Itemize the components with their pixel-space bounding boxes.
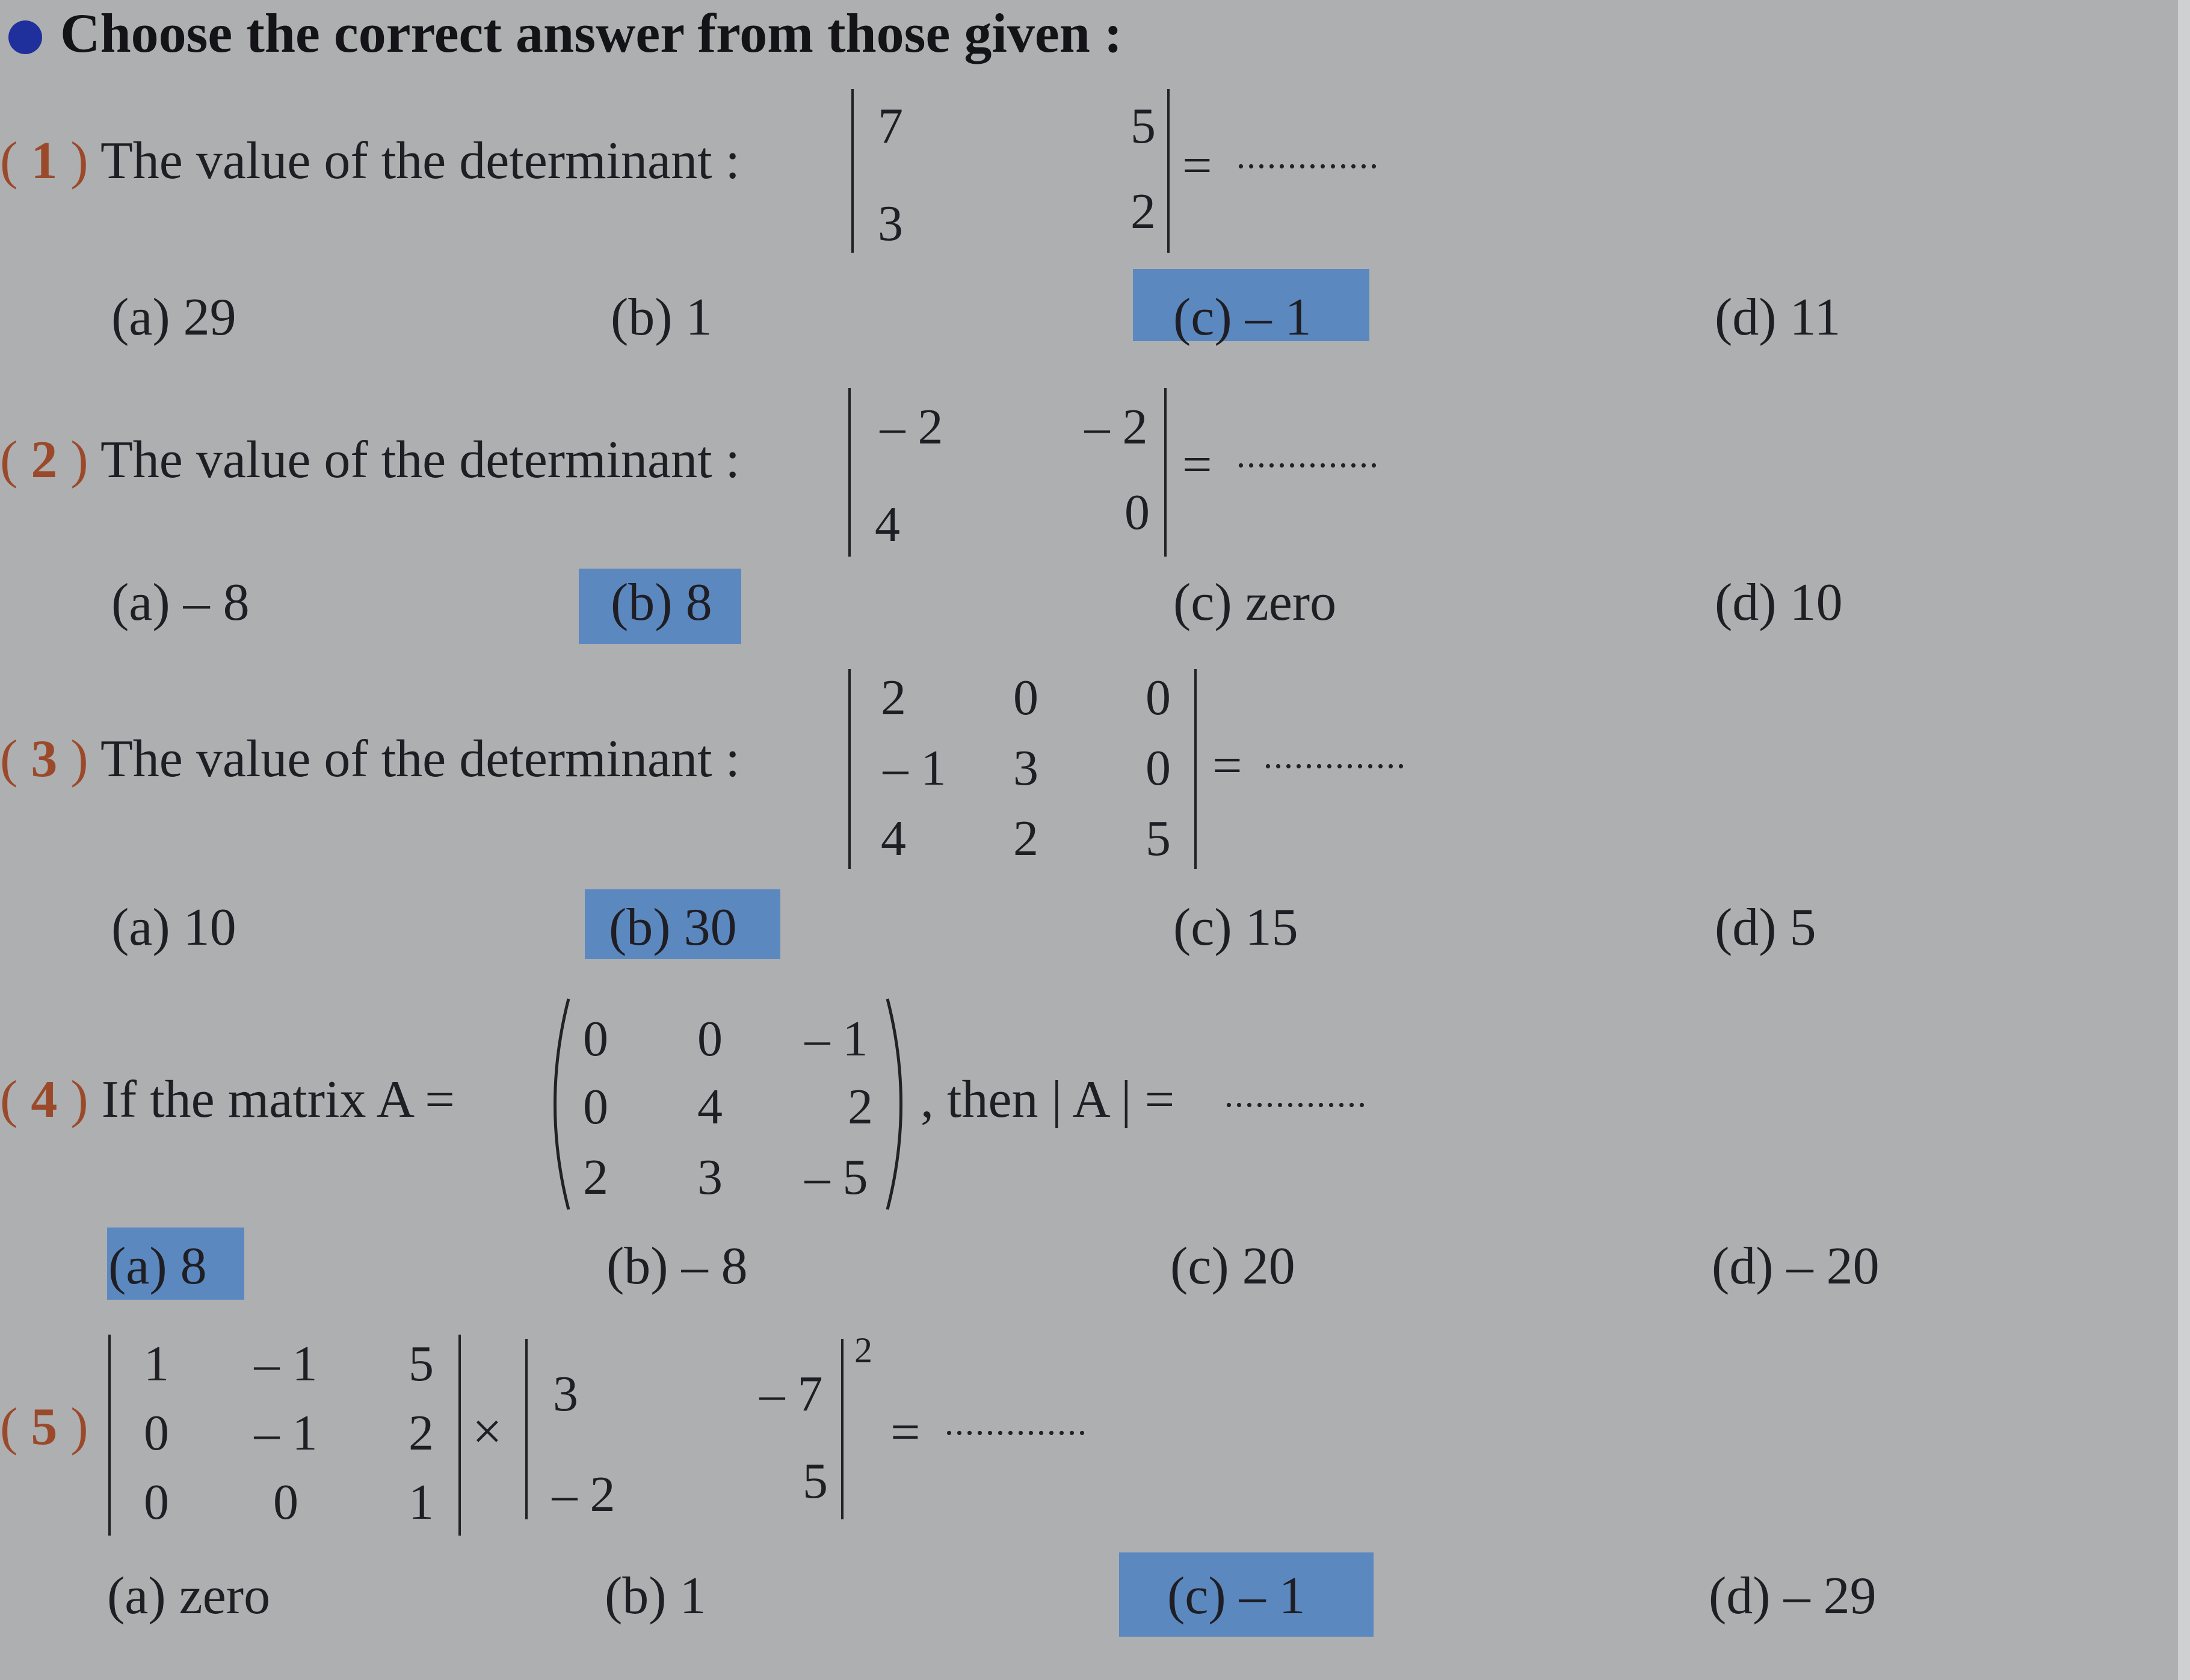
matrix-cell: 5: [409, 1336, 434, 1392]
matrix-cell: 4: [697, 1079, 723, 1135]
matrix-cell: 0: [144, 1405, 169, 1461]
matrix-cell: 3: [1013, 740, 1038, 796]
bullet-icon: [8, 20, 42, 54]
question-text: The value of the determinant :: [100, 730, 740, 788]
determinant-bar-left: [108, 1335, 111, 1536]
determinant-bar-left: [525, 1339, 528, 1519]
option-b[interactable]: (b) 1: [611, 288, 712, 347]
matrix-cell: 1: [409, 1474, 434, 1530]
option-b[interactable]: (b) 1: [605, 1567, 706, 1625]
matrix-cell: 0: [144, 1474, 169, 1530]
matrix-cell: 0: [1013, 670, 1038, 726]
option-a[interactable]: (a) zero: [107, 1567, 271, 1625]
question-number: ( 2 ): [0, 431, 88, 489]
question-text: If the matrix A =: [101, 1070, 455, 1129]
question-number: ( 1 ): [0, 132, 88, 190]
matrix-cell: 3: [878, 196, 903, 252]
matrix-cell: – 1: [254, 1405, 318, 1461]
option-d[interactable]: (d) – 29: [1709, 1567, 1877, 1625]
matrix-cell: 0: [697, 1011, 723, 1067]
question-2-prompt: [0, 430, 740, 490]
question-3-prompt: [0, 729, 740, 789]
option-c[interactable]: (c) 15: [1173, 898, 1298, 957]
matrix-cell: – 1: [883, 740, 946, 796]
matrix-cell: – 7: [759, 1366, 823, 1422]
option-d[interactable]: (d) 5: [1715, 898, 1816, 957]
matrix-cell: 5: [1146, 811, 1171, 866]
matrix-cell: 3: [697, 1149, 723, 1205]
matrix-cell: 5: [803, 1453, 828, 1509]
matrix-cell: 2: [848, 1079, 873, 1135]
matrix-cell: 0: [583, 1011, 608, 1067]
section-heading: Choose the correct answer from those given :: [60, 2, 1123, 64]
answer-blank: ..............: [1236, 435, 1380, 475]
matrix-cell: – 2: [1084, 399, 1148, 455]
matrix-cell: 4: [875, 496, 900, 552]
matrix-cell: 7: [878, 98, 903, 154]
matrix-cell: 2: [881, 670, 906, 726]
determinant-bar-right: [841, 1339, 844, 1519]
determinant-bar-left: [851, 89, 854, 253]
matrix-cell: 2: [1130, 184, 1156, 239]
matrix-cell: 1: [144, 1336, 169, 1392]
option-c[interactable]: (c) – 1: [1167, 1567, 1306, 1625]
matrix-cell: – 2: [880, 399, 943, 455]
matrix-cell: 0: [1146, 740, 1171, 796]
matrix-cell: – 1: [804, 1011, 868, 1067]
matrix-right-paren: [881, 996, 918, 1212]
matrix-cell: 4: [881, 811, 906, 866]
determinant-bar-right: [1167, 89, 1170, 253]
option-c[interactable]: (c) 20: [1170, 1237, 1295, 1296]
matrix-cell: – 2: [552, 1466, 615, 1522]
question-number: ( 4 ): [0, 1070, 88, 1129]
option-a[interactable]: (a) 10: [111, 898, 236, 957]
option-b[interactable]: (b) 30: [609, 898, 737, 957]
question-1-prompt: [0, 131, 740, 191]
question-5-prompt: [0, 1397, 88, 1457]
matrix-cell: 0: [583, 1079, 608, 1135]
option-a[interactable]: (a) 8: [108, 1237, 207, 1296]
question-text: The value of the determinant :: [100, 132, 740, 190]
option-d[interactable]: (d) – 20: [1712, 1237, 1880, 1296]
option-a[interactable]: (a) 29: [111, 288, 236, 347]
answer-blank: ..............: [1236, 136, 1380, 176]
option-b[interactable]: (b) – 8: [606, 1237, 748, 1296]
matrix-cell: 0: [273, 1474, 298, 1530]
matrix-cell: 2: [583, 1149, 608, 1205]
matrix-cell: 5: [1130, 98, 1156, 154]
equals-sign: =: [1182, 137, 1212, 195]
option-b[interactable]: (b) 8: [611, 573, 712, 632]
option-c[interactable]: (c) zero: [1173, 573, 1337, 632]
matrix-cell: 0: [1146, 670, 1171, 726]
determinant-bar-left: [848, 669, 851, 869]
question-4-prompt: [0, 1070, 455, 1130]
matrix-cell: – 5: [804, 1149, 868, 1205]
then-text: , then | A | =: [921, 1070, 1175, 1129]
answer-blank: ..............: [945, 1403, 1088, 1442]
determinant-bar-right: [1194, 669, 1197, 869]
answer-blank: ..............: [1224, 1075, 1368, 1114]
determinant-bar-left: [848, 388, 851, 557]
matrix-cell: 0: [1124, 484, 1150, 540]
option-a[interactable]: (a) – 8: [111, 573, 250, 632]
answer-blank: ..............: [1263, 736, 1407, 776]
equals-sign: =: [890, 1403, 921, 1462]
exponent: 2: [854, 1330, 872, 1370]
question-number: ( 5 ): [0, 1398, 88, 1456]
option-c[interactable]: (c) – 1: [1173, 288, 1312, 347]
matrix-cell: 2: [409, 1405, 434, 1461]
question-number: ( 3 ): [0, 730, 88, 788]
option-d[interactable]: (d) 11: [1715, 288, 1841, 347]
times-sign: ×: [472, 1403, 502, 1461]
matrix-cell: – 1: [254, 1336, 318, 1392]
question-text: The value of the determinant :: [100, 431, 740, 489]
option-d[interactable]: (d) 10: [1715, 573, 1843, 632]
determinant-bar-right: [1164, 388, 1167, 557]
equals-sign: =: [1212, 737, 1242, 795]
matrix-cell: 2: [1013, 811, 1038, 866]
determinant-bar-right: [458, 1335, 461, 1536]
page-edge: [2178, 0, 2190, 1680]
equals-sign: =: [1182, 436, 1212, 494]
matrix-cell: 3: [553, 1366, 578, 1422]
